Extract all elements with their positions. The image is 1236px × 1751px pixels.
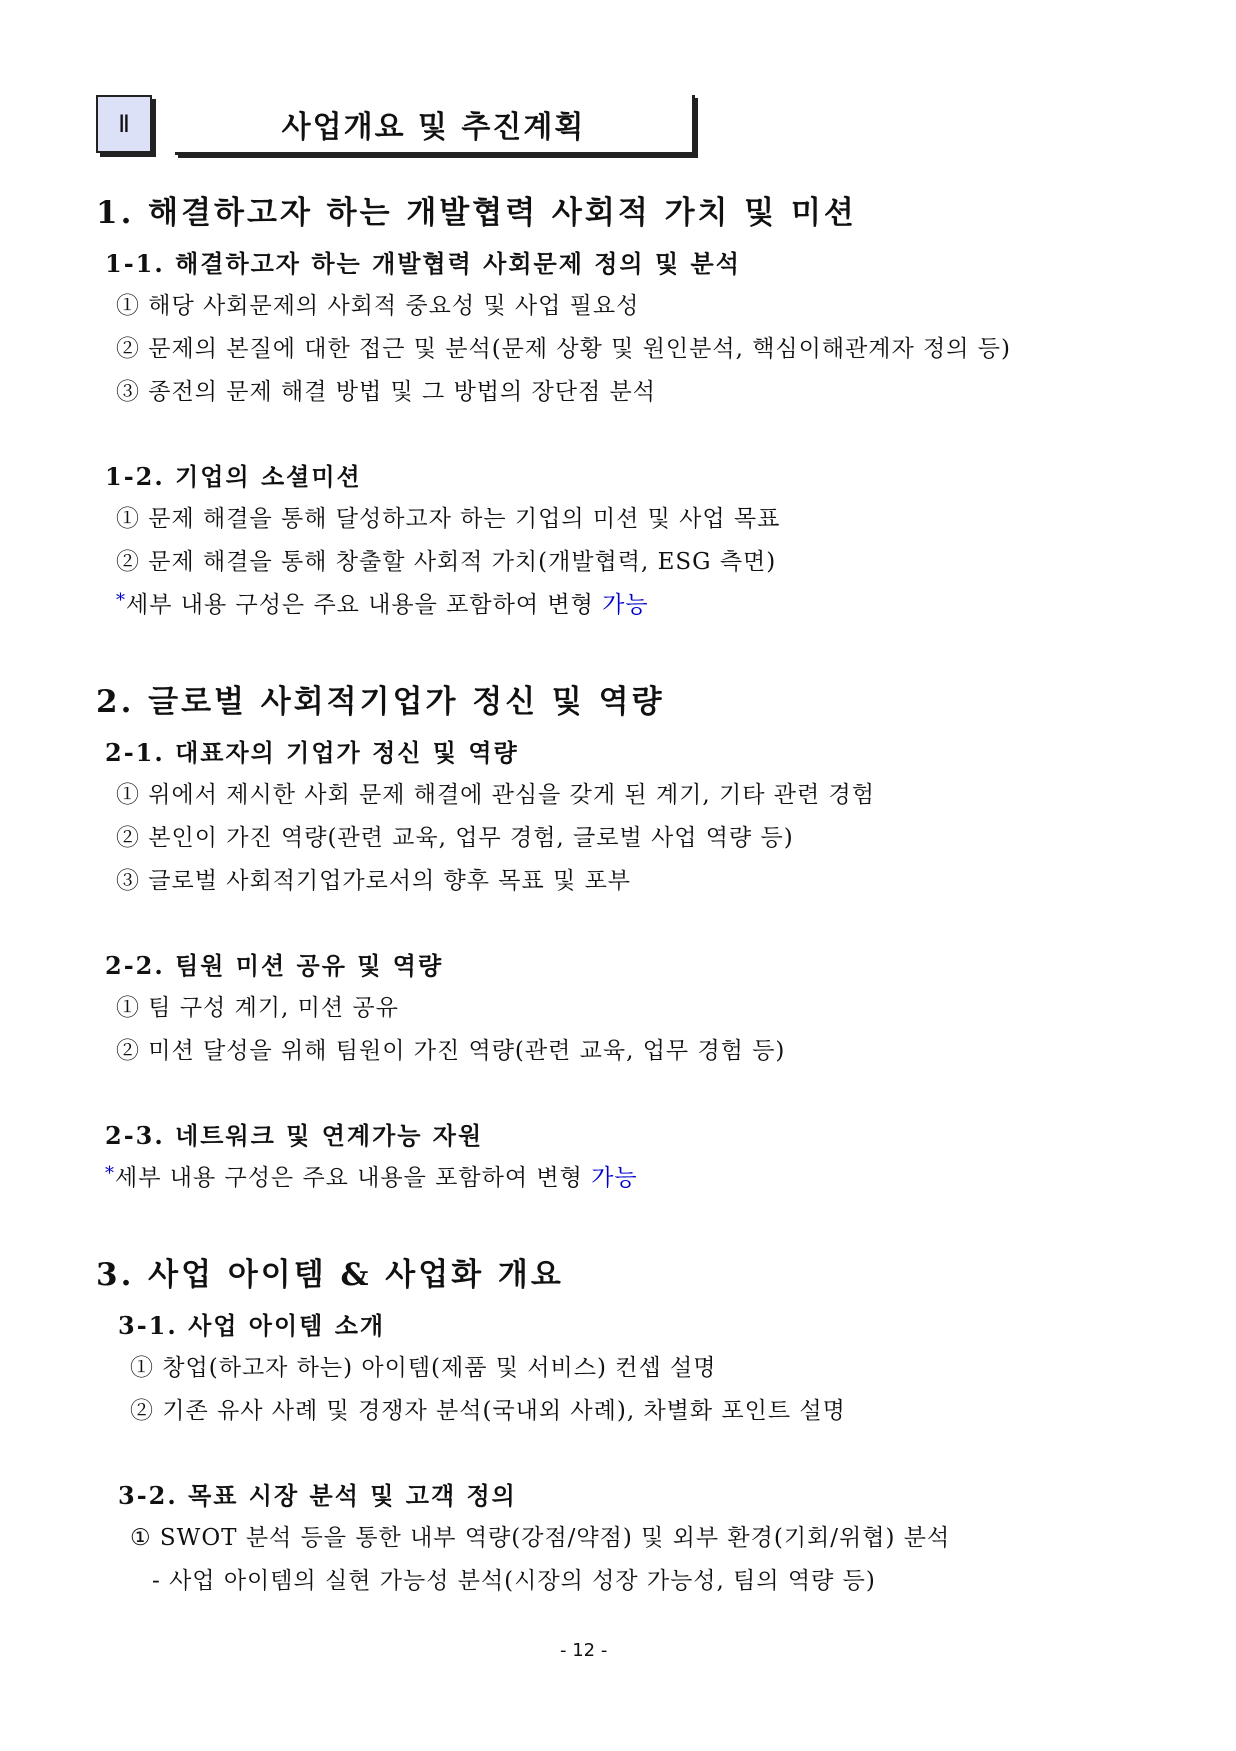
subheading-2-1: 2-1. 대표자의 기업가 정신 및 역량 bbox=[105, 738, 519, 767]
section-title: 사업개요 및 추진계획 bbox=[281, 109, 586, 145]
note-highlight: 가능 bbox=[591, 1165, 638, 1191]
list-item: ① 팀 구성 계기, 미션 공유 bbox=[116, 995, 399, 1021]
subheading-3-2: 3-2. 목표 시장 분석 및 고객 정의 bbox=[118, 1481, 517, 1510]
subheading-2-2: 2-2. 팀원 미션 공유 및 역량 bbox=[105, 951, 444, 980]
section-title-box bbox=[175, 95, 695, 155]
list-item: ① SWOT 분석 등을 통한 내부 역량(강점/약점) 및 외부 환경(기회/위협) 분석 bbox=[130, 1525, 951, 1551]
list-item: ① 위에서 제시한 사회 문제 해결에 관심을 갖게 된 계기, 기타 관련 경험 bbox=[116, 782, 875, 808]
list-item: ① 해당 사회문제의 사회적 중요성 및 사업 필요성 bbox=[116, 293, 640, 319]
note-text: 세부 내용 구성은 주요 내용을 포함하여 변형 bbox=[126, 592, 603, 618]
list-item: ② 본인이 가진 역량(관련 교육, 업무 경험, 글로벌 사업 역량 등) bbox=[116, 825, 794, 851]
list-item: ② 문제의 본질에 대한 접근 및 분석(문제 상황 및 원인분석, 핵심이해관계자 정의 등) bbox=[116, 336, 1011, 362]
section-number-box bbox=[96, 95, 152, 153]
list-item: ③ 글로벌 사회적기업가로서의 향후 목표 및 포부 bbox=[116, 868, 632, 894]
note-highlight: 가능 bbox=[602, 592, 649, 618]
list-item: ② 기존 유사 사례 및 경쟁자 분석(국내외 사례), 차별화 포인트 설명 bbox=[130, 1398, 846, 1424]
list-item: ① 창업(하고자 하는) 아이템(제품 및 서비스) 컨셉 설명 bbox=[130, 1355, 717, 1381]
list-item: ① 문제 해결을 통해 달성하고자 하는 기업의 미션 및 사업 목표 bbox=[116, 506, 781, 532]
note bbox=[105, 1159, 638, 1192]
subheading-3-1: 3-1. 사업 아이템 소개 bbox=[118, 1311, 386, 1340]
heading-3: 3. 사업 아이템 & 사업화 개요 bbox=[96, 1257, 564, 1293]
list-sub-item: - 사업 아이템의 실현 가능성 분석(시장의 성장 가능성, 팀의 역량 등) bbox=[152, 1568, 876, 1594]
heading-2: 2. 글로벌 사회적기업가 정신 및 역량 bbox=[96, 684, 665, 720]
subheading-2-3: 2-3. 네트워크 및 연계가능 자원 bbox=[105, 1121, 484, 1150]
list-item: ② 문제 해결을 통해 창출할 사회적 가치(개발협력, ESG 측면) bbox=[116, 549, 777, 575]
note-text: 세부 내용 구성은 주요 내용을 포함하여 변형 bbox=[115, 1165, 592, 1191]
note bbox=[116, 586, 649, 619]
subheading-1-2: 1-2. 기업의 소셜미션 bbox=[105, 462, 362, 491]
section-roman-numeral: Ⅱ bbox=[118, 110, 130, 138]
page-number: - 12 - bbox=[560, 1640, 608, 1661]
list-item: ② 미션 달성을 위해 팀원이 가진 역량(관련 교육, 업무 경험 등) bbox=[116, 1038, 786, 1064]
note-asterisk: * bbox=[105, 1163, 115, 1184]
note-asterisk: * bbox=[116, 590, 126, 611]
heading-1: 1. 해결하고자 하는 개발협력 사회적 가치 및 미션 bbox=[96, 195, 857, 231]
subheading-1-1: 1-1. 해결하고자 하는 개발협력 사회문제 정의 및 분석 bbox=[105, 249, 741, 278]
list-item: ③ 종전의 문제 해결 방법 및 그 방법의 장단점 분석 bbox=[116, 379, 656, 405]
